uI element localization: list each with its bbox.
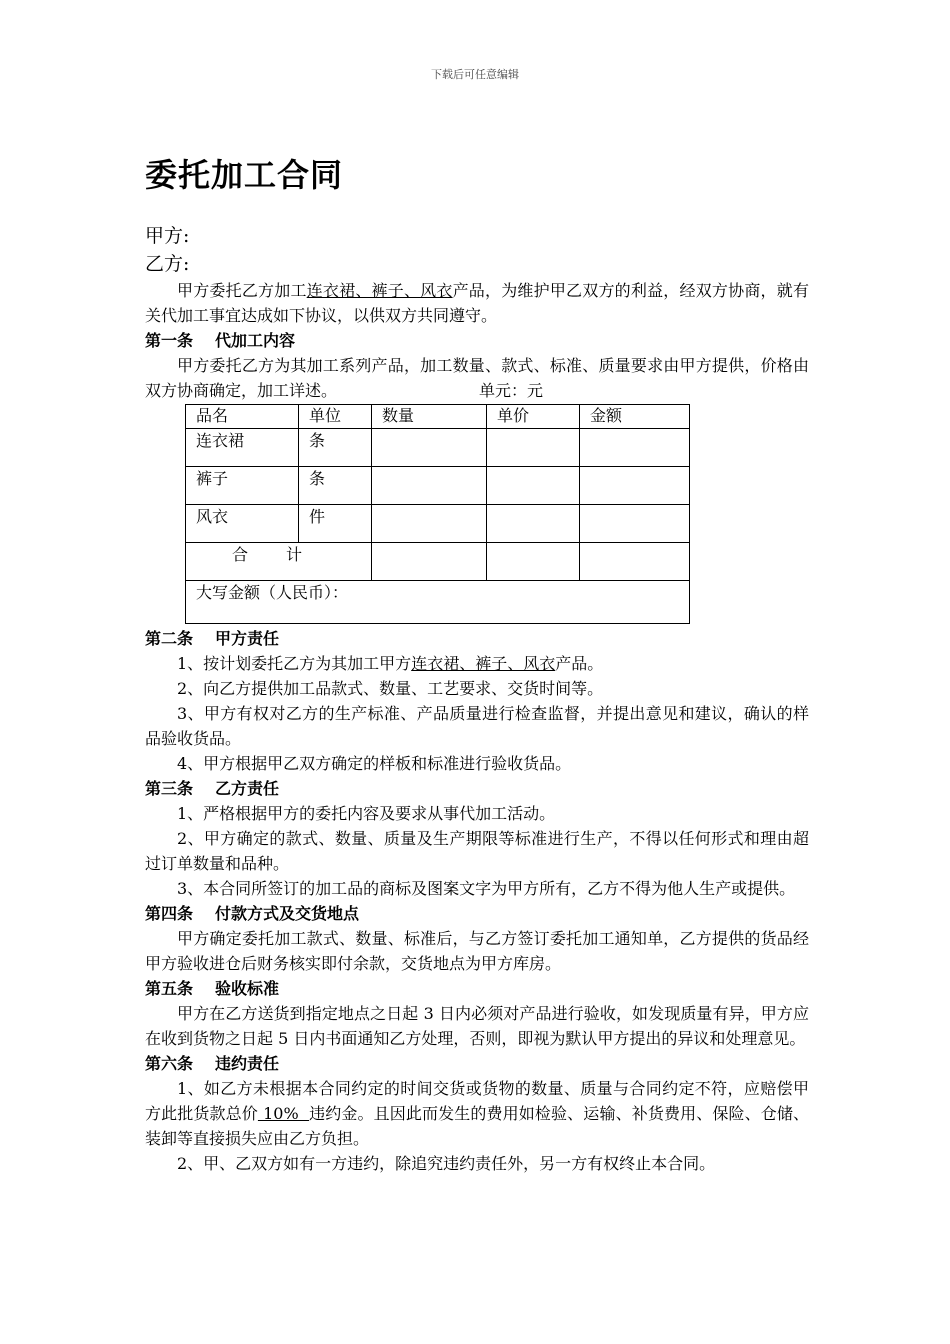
row-amount <box>580 467 690 505</box>
article2-item3: 3、甲方有权对乙方的生产标准、产品质量进行检查监督，并提出意见和建议，确认的样品验收货品。 <box>145 704 809 748</box>
row-unit: 条 <box>299 467 372 505</box>
total-unit-price <box>487 543 580 581</box>
row-amount <box>580 429 690 467</box>
row-quantity <box>372 505 487 543</box>
article2-item1 <box>145 651 809 676</box>
article5-heading <box>145 976 809 1001</box>
table-total-row <box>186 543 690 581</box>
total-quantity <box>372 543 487 581</box>
article2-item2: 2、向乙方提供加工品款式、数量、工艺要求、交货时间等。 <box>177 679 604 698</box>
processing-table <box>185 404 690 624</box>
article3-item3: 3、本合同所签订的加工品的商标及图案文字为甲方所有，乙方不得为他人生产或提供。 <box>177 879 796 898</box>
article1-text-body: 甲方委托乙方为其加工系列产品，加工数量、款式、标准、质量要求由甲方提供，价格由双方协商确定，加工详述。 <box>145 356 809 400</box>
row-unit: 件 <box>299 505 372 543</box>
article6-heading <box>145 1051 809 1076</box>
article4-heading <box>145 901 809 926</box>
article6-number: 第六条 <box>145 1054 194 1073</box>
article3-title: 乙方责任 <box>215 779 280 798</box>
row-product: 风衣 <box>186 505 299 543</box>
article6-item1 <box>145 1076 809 1151</box>
article4-text: 甲方确定委托加工款式、数量、标准后，与乙方签订委托加工通知单，乙方提供的货品经甲方验收进仓后财务核实即付余款，交货地点为甲方库房。 <box>145 929 809 973</box>
article3-item2: 2、甲方确定的款式、数量、质量及生产期限等标准进行生产，不得以任何形式和理由超过订单数量和品种。 <box>145 829 809 873</box>
header-unit-price: 单价 <box>487 405 580 429</box>
row-quantity <box>372 467 487 505</box>
table-row <box>186 429 690 467</box>
article1-heading <box>145 328 809 353</box>
table-row <box>186 467 690 505</box>
table-capital-row <box>186 581 690 624</box>
article2-title: 甲方责任 <box>215 629 280 648</box>
table-row <box>186 505 690 543</box>
party-b-label: 乙方: <box>145 253 190 275</box>
header-quantity: 数量 <box>372 405 487 429</box>
intro-paragraph <box>145 278 809 328</box>
table-header-row <box>186 405 690 429</box>
header-product: 品名 <box>186 405 299 429</box>
row-product: 裤子 <box>186 467 299 505</box>
intro-before: 甲方委托乙方加工 <box>177 281 307 300</box>
row-quantity <box>372 429 487 467</box>
article4-number: 第四条 <box>145 904 194 923</box>
header-amount: 金额 <box>580 405 690 429</box>
article1-unit: 单元：元 <box>479 381 544 400</box>
intro-after: 产品，为维护甲乙双方的利益，经双方协商，就有关代加工事宜达成如下协议，以供双方共同遵守。 <box>145 281 809 325</box>
intro-products: 连衣裙、裤子、风衣 <box>306 281 453 300</box>
total-label <box>186 543 372 581</box>
article2-item1-before: 1、按计划委托乙方为其加工甲方 <box>177 654 412 673</box>
capital-amount-label: 大写金额（人民币）： <box>186 581 690 624</box>
article1-number: 第一条 <box>145 331 194 350</box>
party-a-label: 甲方: <box>145 225 190 247</box>
article2-item1-after: 产品。 <box>555 654 604 673</box>
row-unit-price <box>487 505 580 543</box>
row-amount <box>580 505 690 543</box>
document-title: 委托加工合同 <box>145 156 344 194</box>
article4-title: 付款方式及交货地点 <box>215 904 360 923</box>
row-unit-price <box>487 467 580 505</box>
article1-text <box>145 353 809 403</box>
article3-item1: 1、严格根据甲方的委托内容及要求从事代加工活动。 <box>177 804 556 823</box>
page-header-note: 下载后可任意编辑 <box>431 68 519 81</box>
article6-item1-before: 1、如乙方未根据本合同约定的时间交货或货物的数量、质量与合同约定不符，应赔偿甲方此批货款总价 <box>145 1079 809 1123</box>
row-unit: 条 <box>299 429 372 467</box>
article5-text: 甲方在乙方送货到指定地点之日起 3 日内必须对产品进行验收，如发现质量有异，甲方应在收到货物之日起 5 日内书面通知乙方处理，否则，即视为默认甲方提出的异议和处理意见。 <box>145 1004 809 1048</box>
row-unit-price <box>487 429 580 467</box>
article3-number: 第三条 <box>145 779 194 798</box>
article6-title: 违约责任 <box>215 1054 280 1073</box>
article2-item4: 4、甲方根据甲乙双方确定的样板和标准进行验收货品。 <box>177 754 572 773</box>
total-amount <box>580 543 690 581</box>
contract-body <box>145 222 809 1176</box>
article5-title: 验收标准 <box>215 979 280 998</box>
article3-heading <box>145 776 809 801</box>
article6-item2: 2、甲、乙双方如有一方违约，除追究违约责任外，另一方有权终止本合同。 <box>177 1154 716 1173</box>
article1-title: 代加工内容 <box>215 331 296 350</box>
article2-number: 第二条 <box>145 629 194 648</box>
article2-heading <box>145 626 809 651</box>
article2-item1-products: 连衣裙、裤子、风衣 <box>411 654 556 673</box>
article5-number: 第五条 <box>145 979 194 998</box>
article6-item1-after: 违约金。且因此而发生的费用如检验、运输、补货费用、保险、仓储、装卸等直接损失应由乙方负担。 <box>145 1104 809 1148</box>
total-label-b: 计 <box>286 545 303 564</box>
article6-item1-percent: 10% <box>257 1104 310 1123</box>
row-product: 连衣裙 <box>186 429 299 467</box>
header-unit: 单位 <box>299 405 372 429</box>
total-label-a: 合 <box>232 545 249 564</box>
